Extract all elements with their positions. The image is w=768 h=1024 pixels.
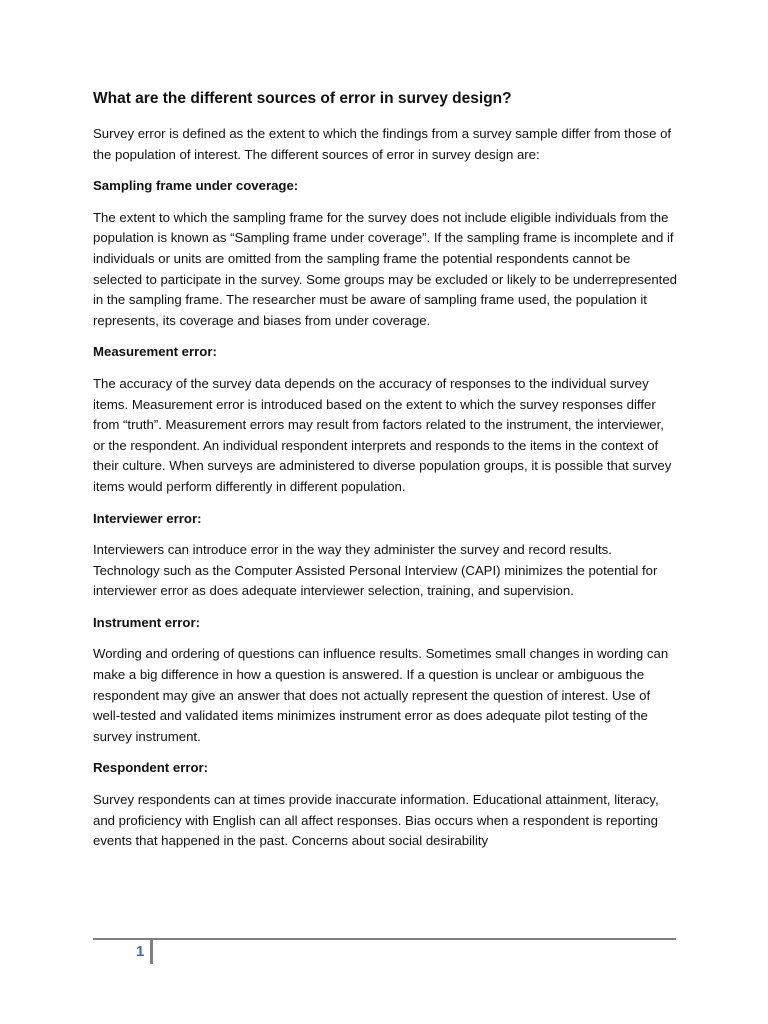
section-measurement-error bbox=[93, 342, 678, 497]
page-number-divider bbox=[150, 940, 153, 964]
intro-paragraph: Survey error is defined as the extent to which the findings from a survey sample differ from those of the population of interest. The different sources of error in survey design are: bbox=[93, 126, 672, 162]
section-heading: Instrument error: bbox=[93, 614, 200, 630]
section-body: Survey respondents can at times provide inaccurate information. Educational attainment, literacy, and proficiency with English can all affect responses. Bias occurs when a respondent is reporting events that happened in the past. Concerns about social desirability bbox=[93, 792, 659, 849]
page-number: 1 bbox=[136, 943, 145, 960]
section-heading: Measurement error: bbox=[93, 344, 217, 360]
section-heading: Sampling frame under coverage: bbox=[93, 178, 299, 194]
section-heading: Respondent error: bbox=[93, 760, 209, 776]
section-interviewer-error bbox=[93, 509, 678, 602]
section-body: Interviewers can introduce error in the way they administer the survey and record results. Technology such as the Computer Assisted Personal Interview (CAPI) minimizes the potential for interviewer error as does adequate interviewer selection, training, and supervision. bbox=[93, 542, 658, 599]
section-body: The accuracy of the survey data depends on the accuracy of responses to the individual survey items. Measurement error is introduced based on the extent to which the survey responses differ from “truth”. Measurement errors may result from factors related to the instrument, the interviewer, or the respondent. An individual respondent interprets and responds to the items in the context of their culture. When surveys are administered to diverse population groups, it is possible that survey items would perform differently in different population. bbox=[93, 375, 672, 494]
document-page bbox=[93, 88, 678, 863]
section-body: The extent to which the sampling frame for the survey does not include eligible individuals from the population is known as “Sampling frame under coverage”. If the sampling frame is incomplete and if individuals or units are omitted from the sampling frame the potential respondents cannot be selected to participate in the survey. Some groups may be excluded or likely to be underrepresented in the sampling frame. The researcher must be aware of sampling frame used, the population it represents, its coverage and biases from under coverage. bbox=[93, 209, 677, 328]
document-title: What are the different sources of error in survey design? bbox=[93, 90, 512, 107]
section-sampling-frame bbox=[93, 176, 678, 331]
section-body: Wording and ordering of questions can influence results. Sometimes small changes in wording can make a big difference in how a question is answered. If a question is unclear or ambiguous the respondent may give an answer that does not actually represent the question of interest. Use of well-tested and validated items minimizes instrument error as does adequate pilot testing of the survey instrument. bbox=[93, 646, 669, 744]
section-respondent-error bbox=[93, 758, 678, 851]
section-heading: Interviewer error: bbox=[93, 510, 202, 526]
section-instrument-error bbox=[93, 613, 678, 748]
footer-divider bbox=[93, 938, 676, 940]
